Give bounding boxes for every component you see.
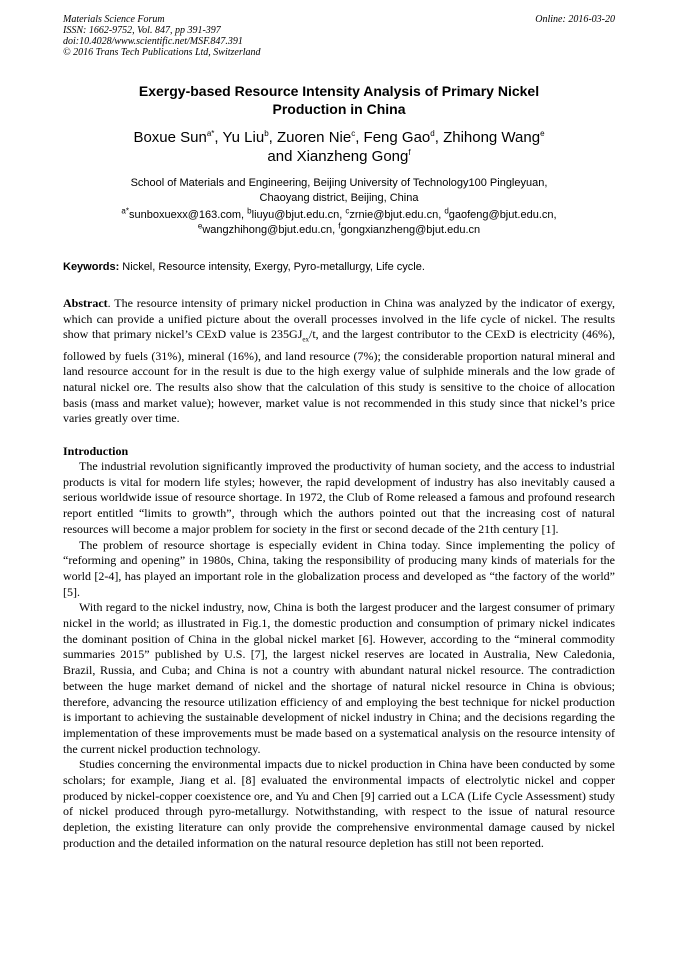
journal-doi: doi:10.4028/www.scientific.net/MSF.847.391 [63, 36, 243, 47]
affiliation-line-1: School of Materials and Engineering, Beijing University of Technology100 Pingleyuan, [130, 177, 548, 189]
email-address[interactable]: zrnie@bjut.edu.cn [349, 209, 439, 221]
paragraph: Studies concerning the environmental impacts due to nickel production in China have been conducted by some scholars; for example, Jiang et al. [8] evaluated the environmental impacts of electrolytic nickel and copper produced by nickel-copper coexistence ore, and Yu and Chen [9] carried out a LCA (Life Cycle Assessment) study of nickel produced through pyro-metallurgy. Notwithstanding, with respect to the issue of natural resource depletion, the existing literature can only provide the comprehensive environmental damage caused by nickel production and the detailed information on the natural resource depletion has still not been reported. [63, 757, 615, 850]
title-line-2: Production in China [272, 101, 406, 117]
author-and: and [267, 148, 293, 165]
author-name: Zhihong Wang [443, 129, 541, 146]
email-address[interactable]: wangzhihong@bjut.edu.cn [202, 224, 333, 236]
paragraph: With regard to the nickel industry, now, China is both the largest producer and the largest consumer of primary nickel in the world; as illustrated in Fig.1, the domestic production and consumption of primary nickel indicates the dominant position of China in the global nickel market [6]. However, according to the “mineral commodity summaries 2015” published by U.S. [7], the largest nickel reserves are located in Australia, New Caledonia, Brazil, Russia, and Cuba; and China is not a country with abundant natural nickel resource. The contradiction between the huge market demand of nickel and the shortage of natural nickel resource in China is obvious; therefore, advancing the resource utilization efficiency of and employing the best technique for nickel production is important to achieving the sustainable development of nickel industry in China; and the decisions regarding the implementation of these improvements must be made based on a systematical analysis on the resource intensity of the current nickel production technology. [63, 600, 615, 756]
online-date: Online: 2016-03-20 [535, 14, 615, 25]
title-line-1: Exergy-based Resource Intensity Analysis of Primary Nickel [138, 83, 540, 99]
email-address[interactable]: gongxianzheng@bjut.edu.cn [340, 224, 481, 236]
author-affiliation-mark: b [264, 129, 269, 138]
affiliation-line-2: Chaoyang district, Beijing, China [259, 192, 419, 204]
author-affiliation-mark: c [351, 129, 356, 138]
unit-subscript: ex [302, 335, 309, 344]
paragraph: The industrial revolution significantly improved the productivity of human society, and the access to industrial products is vital for modern life styles; however, the rapid development of industry has also inevitably caused a serious worldwide issue of resource shortage. In 1972, the Club of Rome released a famous and profound research report entitled “limits to growth”, through which the authors pointed out that the increasing cost of natural resources will become a major problem for society in the first or second decade of the 21th century [1]. [63, 459, 615, 536]
author-line-1: Boxue Sun$^{a*}$, Yu Liu$^b$, Zuoren Nie$^c$, Feng Gao$^d$, Zhihong Wang$^e$ [133, 129, 545, 146]
author-name: Feng Gao [363, 129, 431, 146]
email-address[interactable]: gaofeng@bjut.edu.cn [448, 209, 554, 221]
email-address[interactable]: liuyu@bjut.edu.cn [251, 209, 340, 221]
author-line-2 [63, 147, 615, 166]
introduction-body [63, 459, 615, 852]
journal-issn: ISSN: 1662-9752, Vol. 847, pp 391-397 [63, 25, 221, 36]
journal-header [63, 14, 261, 58]
paragraph: The problem of resource shortage is especially evident in China today. Since implementing the policy of “reforming and opening” in 1980s, China, taking the responsibility of producing many kinds of materials for the world [2-4], has played an important role in the globalization process and developed as “the factory of the world” [5]. [63, 537, 615, 599]
section-heading-introduction: Introduction [63, 444, 129, 458]
author-name: Zuoren Nie [277, 129, 352, 146]
author-name: Xianzheng Gong [296, 148, 409, 165]
abstract-label: Abstract [63, 296, 108, 310]
journal-name: Materials Science Forum [63, 14, 165, 25]
author-name: Boxue Sun [133, 129, 207, 146]
author-affiliation-mark: a* [206, 129, 215, 138]
author-affiliation-mark: e [540, 129, 545, 138]
author-affiliation-mark: d [430, 129, 435, 138]
paper-title [63, 82, 615, 118]
author-affiliation-mark: f [408, 148, 411, 157]
email-list [63, 208, 615, 238]
author-list [63, 128, 615, 166]
keywords [63, 260, 615, 275]
author-name: Yu Liu [222, 129, 265, 146]
keywords-text: Nickel, Resource intensity, Exergy, Pyro-metallurgy, Life cycle. [119, 261, 425, 273]
email-address[interactable]: sunboxuexx@163.com [128, 209, 242, 221]
abstract-text: . The resource intensity of primary nickel production in China was analyzed by the indicator of exergy, which can provide a unified picture about the overall processes involved in the life cycle of nickel. The results show that primary nickel’s CExD value is 235GJ [63, 296, 615, 342]
journal-copyright: © 2016 Trans Tech Publications Ltd, Switzerland [63, 47, 261, 58]
affiliation [63, 176, 615, 206]
email-line-1: $^{a*}$sunboxuexx@163.com, $^b$liuyu@bjut.edu.cn, $^c$zrnie@bjut.edu.cn, $^d$gaofeng@bjut.edu.cn, [121, 206, 557, 221]
abstract-text: /t, and the largest contributor to the CExD is electricity (46%), followed by fuels (31%), mineral (16%), and land resource (7%); the considerable proportion natural mineral and land resource account for in the result is due to the high exergy value of sulphide minerals and the low grade of natural nickel ore. The results also show that the calculation of this study is sensitive to the choice of allocation basis (mass and market value); however, market value is not recommended in this study since that nickel’s price varies greatly over time. [63, 327, 616, 426]
abstract [63, 296, 615, 427]
email-line-2: $^e$wangzhihong@bjut.edu.cn, $^f$gongxianzheng@bjut.edu.cn [197, 221, 481, 236]
keywords-label: Keywords: [63, 261, 120, 273]
